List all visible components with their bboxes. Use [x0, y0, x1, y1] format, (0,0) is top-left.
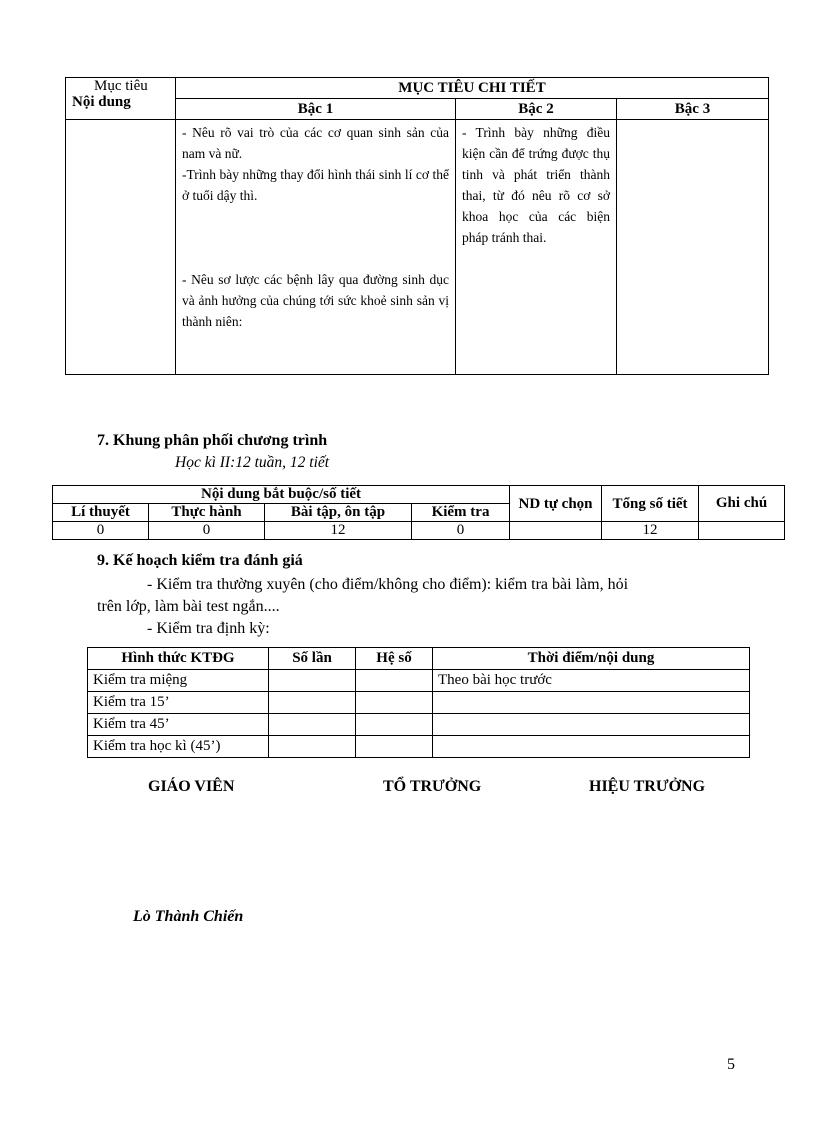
- section-9-title: 9. Kế hoạch kiểm tra đánh giá: [97, 552, 303, 569]
- table-cell: Kiểm tra 45’: [88, 714, 269, 736]
- teacher-name: Lò Thành Chiến: [133, 908, 244, 925]
- header-cell: Số lần: [269, 648, 356, 670]
- table-cell: [269, 714, 356, 736]
- table-cell: [356, 714, 433, 736]
- corner-top-label: Mục tiêu: [94, 78, 148, 94]
- main-header: MỤC TIÊU CHI TIẾT: [176, 78, 769, 99]
- ly-thuyet-header: Lí thuyết: [53, 504, 149, 522]
- table-cell: Kiểm tra học kì (45’): [88, 736, 269, 758]
- header-cell: Thời điểm/nội dung: [433, 648, 750, 670]
- table-cell: 0: [149, 522, 265, 540]
- assessment-table: [87, 647, 750, 758]
- spacer: [182, 227, 449, 248]
- table-cell: [699, 522, 785, 540]
- level-2-header: Bậc 2: [456, 99, 617, 120]
- table-cell: [433, 692, 750, 714]
- nd-tu-chon-header: ND tự chọn: [510, 486, 602, 522]
- corner-header: [66, 78, 176, 120]
- level-1-item: - Nêu sơ lược các bệnh lây qua đường sinh dục và ảnh hưởng của chúng tới sức khoẻ sinh sản vị thành niên:: [182, 272, 449, 329]
- level-3-header: Bậc 3: [617, 99, 769, 120]
- header-cell: Hình thức KTĐG: [88, 648, 269, 670]
- level-1-item: -Trình bày những thay đổi hình thái sinh lí cơ thể ở tuổi dậy thì.: [182, 167, 449, 203]
- table-cell: Theo bài học trước: [433, 670, 750, 692]
- ghi-chu-header: Ghi chú: [699, 486, 785, 522]
- tong-so-tiet-header: Tổng số tiết: [602, 486, 699, 522]
- table-cell: Kiểm tra miệng: [88, 670, 269, 692]
- paragraph: - Kiểm tra định kỳ:: [147, 620, 270, 637]
- kiem-tra-header: Kiểm tra: [412, 504, 510, 522]
- level-1-item: - Nêu rõ vai trò của các cơ quan sinh sản của nam và nữ.: [182, 125, 449, 161]
- content-cell: [66, 120, 176, 375]
- table-cell: 12: [265, 522, 412, 540]
- section-7-title: 7. Khung phân phối chương trình: [97, 432, 328, 449]
- table-cell: [510, 522, 602, 540]
- table-cell: [356, 670, 433, 692]
- level-3-cell: [617, 120, 769, 375]
- table-cell: [433, 714, 750, 736]
- objectives-table: [65, 77, 769, 375]
- spacer: [182, 206, 449, 227]
- principal-signature-title: HIỆU TRƯỞNG: [589, 778, 706, 795]
- table-cell: 0: [412, 522, 510, 540]
- table-cell: 12: [602, 522, 699, 540]
- paragraph: - Kiểm tra thường xuyên (cho điểm/không cho điểm): kiểm tra bài làm, hỏi: [147, 576, 629, 593]
- table-row: [88, 736, 750, 758]
- table-cell: Kiểm tra 15’: [88, 692, 269, 714]
- head-signature-title: TỔ TRƯỞNG: [383, 778, 482, 795]
- page-number: 5: [727, 1056, 735, 1073]
- section-7-subtitle: Học kì II:12 tuần, 12 tiết: [175, 454, 330, 471]
- table-cell: 0: [53, 522, 149, 540]
- table-cell: [356, 692, 433, 714]
- table-cell: [433, 736, 750, 758]
- program-table: [52, 485, 785, 540]
- paragraph: trên lớp, làm bài test ngắn....: [97, 598, 280, 615]
- level-2-item: - Trình bày những điều kiện cần để trứng được thụ tinh và phát triển thành thai, từ đó nêu rõ cơ sở khoa học của các biện pháp tránh thai.: [462, 125, 610, 245]
- teacher-signature-title: GIÁO VIÊN: [148, 778, 235, 795]
- level-2-cell: [456, 120, 617, 375]
- table-cell: [269, 692, 356, 714]
- spacer: [182, 248, 449, 269]
- bai-tap-header: Bài tập, ôn tập: [265, 504, 412, 522]
- corner-bottom-label: Nội dung: [72, 94, 131, 110]
- level-1-header: Bậc 1: [176, 99, 456, 120]
- thuc-hanh-header: Thực hành: [149, 504, 265, 522]
- level-1-cell: [176, 120, 456, 375]
- table-row: [88, 670, 750, 692]
- table-cell: [269, 670, 356, 692]
- table-row: [88, 714, 750, 736]
- group-header: Nội dung bắt buộc/số tiết: [53, 486, 510, 504]
- table-row: [88, 692, 750, 714]
- table-cell: [356, 736, 433, 758]
- table-cell: [269, 736, 356, 758]
- header-cell: Hệ số: [356, 648, 433, 670]
